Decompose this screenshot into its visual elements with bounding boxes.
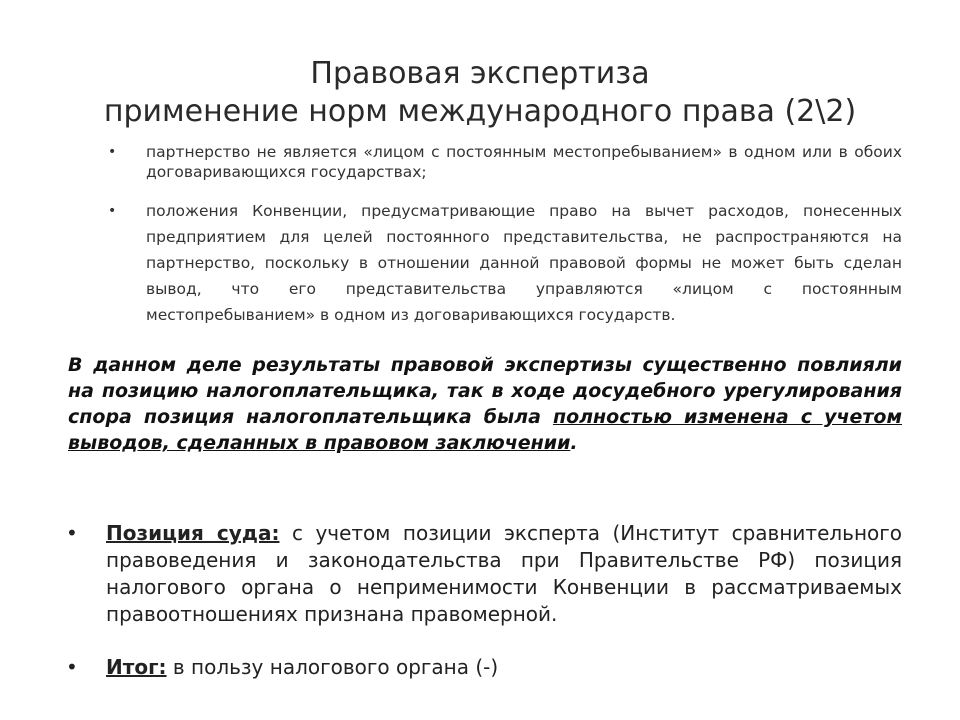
- bullet-court-position: [66, 520, 902, 628]
- conclusion-paragraph: [68, 352, 902, 456]
- bullet-convention-provisions: [108, 198, 902, 328]
- slide-title: Правовая экспертиза: [310, 56, 650, 91]
- bullet-result: [66, 654, 902, 681]
- conclusion-end: .: [570, 432, 578, 454]
- conclusion-text: В данном деле результаты правовой экспертизы существенно повлияли на позицию налогоплательщика, так в ходе досудебного урегулирования спора позиция налогоплательщика была: [68, 354, 902, 428]
- result-text: в пользу налогового органа (-): [166, 655, 499, 679]
- bullet-marker: •: [108, 203, 117, 219]
- bullet-text: партнерство не является «лицом с постоянным местопребыванием» в одном или в обоих договаривающихся государствах;: [146, 143, 902, 181]
- bullet-marker: •: [66, 521, 78, 545]
- bullet-text: положения Конвенции, предусматривающие право на вычет расходов, понесенных предприятием для целей постоянного представительства, не распространяются на партнерство, поскольку в отношении данной правовой формы не может быть сделан вывод, что его представительства управляются «лицом с постоянным местопребыванием» в одном из договаривающихся государств.: [146, 202, 902, 324]
- court-label: Позиция суда:: [106, 521, 280, 545]
- bullet-marker: •: [66, 655, 78, 679]
- court-text: с учетом позиции эксперта (Институт сравнительного правоведения и законодательства при Правительстве РФ) позиция налогового органа о неприменимости Конвенции в рассматриваемых правоотношениях признана правомерной.: [106, 521, 902, 626]
- bullet-marker: •: [108, 144, 117, 160]
- result-label: Итог:: [106, 655, 167, 679]
- slide-subtitle: применение норм международного права (2\2): [103, 94, 857, 129]
- conclusion-underlined: полностью изменена с учетом выводов, сделанных в правовом заключении: [68, 406, 902, 454]
- bullet-partnership-not-resident: [108, 142, 902, 182]
